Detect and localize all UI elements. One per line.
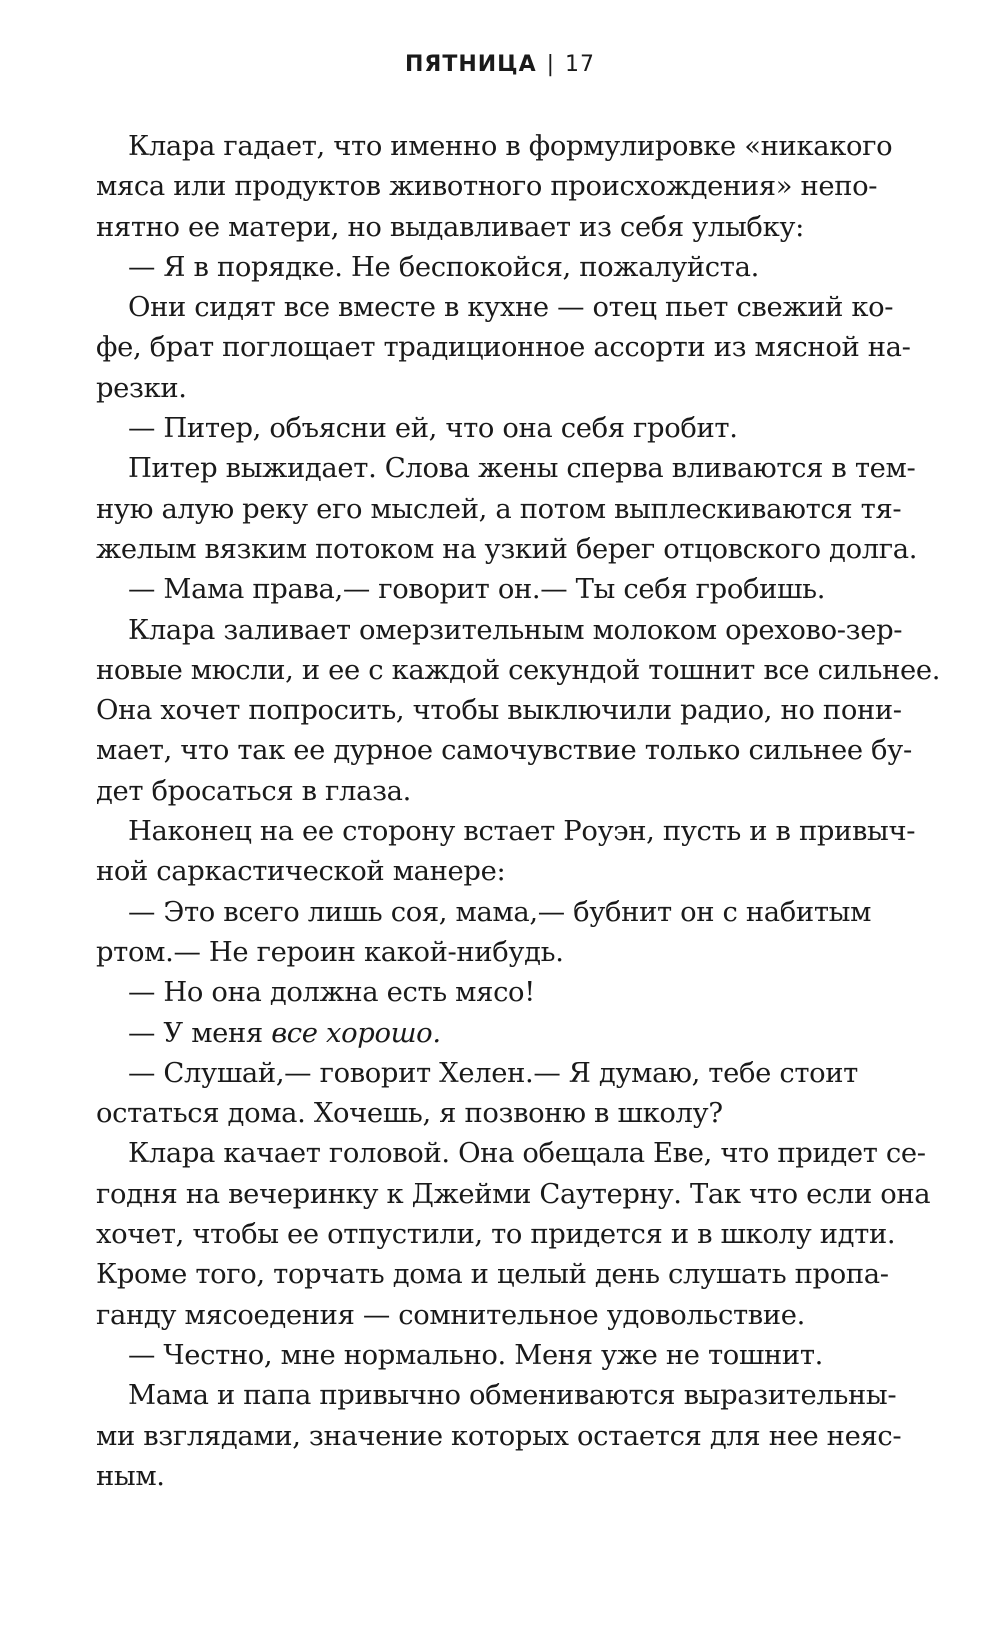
text-line: Клара заливает омерзительным молоком орехово-зер-: [128, 614, 903, 646]
text-line: нятно ее матери, но выдавливает из себя улыбку:: [96, 211, 804, 243]
text-line: Они сидят все вместе в кухне — отец пьет свежий ко-: [128, 292, 894, 324]
text-line: ртом.— Не героин какой-нибудь.: [96, 936, 564, 968]
text-line: желым вязким потоком на узкий берег отцовского долга.: [96, 533, 918, 565]
text-line: [128, 1014, 844, 1054]
page-number: 17: [565, 52, 596, 77]
text-line: — Слушай,— говорит Хелен.— Я думаю, тебе стоит: [128, 1057, 858, 1089]
text-line: резки.: [96, 372, 187, 404]
body-text: [96, 127, 941, 1497]
text-line: фе, брат поглощает традиционное ассорти из мясной на-: [96, 332, 911, 364]
emphasized-text: все хорошо.: [271, 1017, 441, 1049]
text-line: — Питер, объясни ей, что она себя гробит.: [128, 413, 738, 445]
running-header: [0, 52, 1000, 77]
text-line: Кроме того, торчать дома и целый день слушать пропа-: [96, 1259, 889, 1291]
text-line: Питер выжидает. Слова жены сперва вливаются в тем-: [128, 453, 916, 485]
text-line: остаться дома. Хочешь, я позвоню в школу?: [96, 1098, 723, 1130]
text-line: новые мюсли, и ее с каждой секундой тошнит все сильнее.: [96, 654, 941, 686]
header-separator: |: [546, 52, 556, 77]
text-line: ной саркастической манере:: [96, 856, 506, 888]
text-line: ную алую реку его мыслей, а потом выплескиваются тя-: [96, 493, 902, 525]
text-line: — Мама права,— говорит он.— Ты себя гробишь.: [128, 574, 826, 606]
text-line: ным.: [96, 1460, 165, 1492]
text-line: Клара гадает, что именно в формулировке «никакого: [128, 131, 893, 162]
text-line: Клара качает головой. Она обещала Еве, что придет се-: [128, 1138, 926, 1170]
text-line: мяса или продуктов животного происхождения» непо-: [96, 171, 878, 203]
text-line: дет бросаться в глаза.: [96, 775, 411, 807]
text-line: Мама и папа привычно обмениваются выразительны-: [128, 1380, 897, 1412]
text-line: хочет, чтобы ее отпустили, то придется и в школу идти.: [96, 1219, 896, 1251]
chapter-title: ПЯТНИЦА: [404, 52, 537, 77]
text-line: — Но она должна есть мясо!: [128, 977, 535, 1009]
text-line: ганду мясоедения — сомнительное удовольствие.: [96, 1299, 805, 1331]
text-line: — Это всего лишь соя, мама,— бубнит он с набитым: [128, 896, 872, 928]
text-line: Наконец на ее сторону встает Роуэн, пусть и в привыч-: [128, 816, 916, 848]
text-line: годня на вечеринку к Джейми Саутерну. Так что если она: [96, 1178, 931, 1210]
text-line: мает, что так ее дурное самочувствие только сильнее бу-: [96, 735, 912, 767]
text-line: ми взглядами, значение которых остается для нее неяс-: [96, 1420, 902, 1452]
text-line: — Я в порядке. Не беспокойся, пожалуйста.: [128, 251, 759, 283]
text-line: Она хочет попросить, чтобы выключили радио, но пони-: [96, 695, 902, 727]
text-line: — Честно, мне нормально. Меня уже не тошнит.: [128, 1339, 823, 1371]
text-span: — У меня: [128, 1017, 272, 1049]
